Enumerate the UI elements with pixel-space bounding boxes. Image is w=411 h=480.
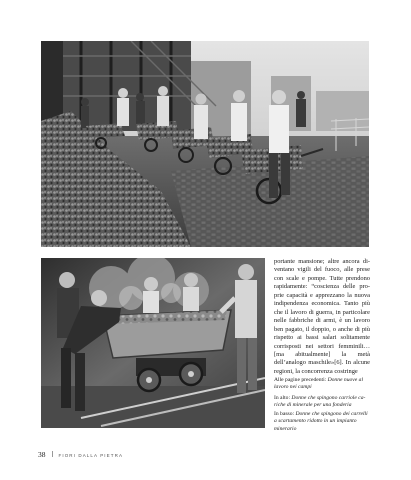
caption-previous-pages [274,377,370,391]
body-text-paragraph: portante mansione; altre ancora diventano vigili del fuoco, alle prese con scale e pompe. Tutte prendono rapidamente: “coscienza delle proprie capacità e apprezzano la nuova indipendenza economica. Tanto più che il lavoro di guerra, in particolare nelle fabbriche di armi, è un lavoro ben pagato, il doppio, o anche di più rispetto ai bassi salari solitamente corrisposti nei settori femminili… [ma abitualmente] la metà dell’analogo maschile»[6]. In alcune regioni, la concorrenza costringe [274,258,370,375]
caption-bottom-lead: In basso: [274,411,296,418]
caption-previous-pages-lead: Alle pagine precedenti: [274,377,328,383]
caption-top-lead: In alto: [274,395,292,402]
caption-bottom-text: Donne che spingono dei carrelli a scartamento ridotto in un impianto minerario [274,411,368,432]
caption-top-text: Donne che spingono carriole cariche di minerale per una fonderia [274,395,366,409]
page-number: 38 [38,450,46,459]
photo-women-mine-carts [41,258,265,428]
caption-bottom-photo [274,411,370,432]
photo-women-mine-carts-image [41,258,265,428]
photo-women-wheelbarrows-image [41,41,369,247]
photo-captions [274,377,370,435]
running-title: FIORI DALLA PIETRA [58,453,124,458]
page-footer [38,450,123,459]
photo-women-wheelbarrows [41,41,369,247]
caption-previous-pages-text: Donne nuove al lavoro nei campi [274,377,364,391]
caption-top-photo [274,395,370,409]
footer-separator [52,451,53,457]
